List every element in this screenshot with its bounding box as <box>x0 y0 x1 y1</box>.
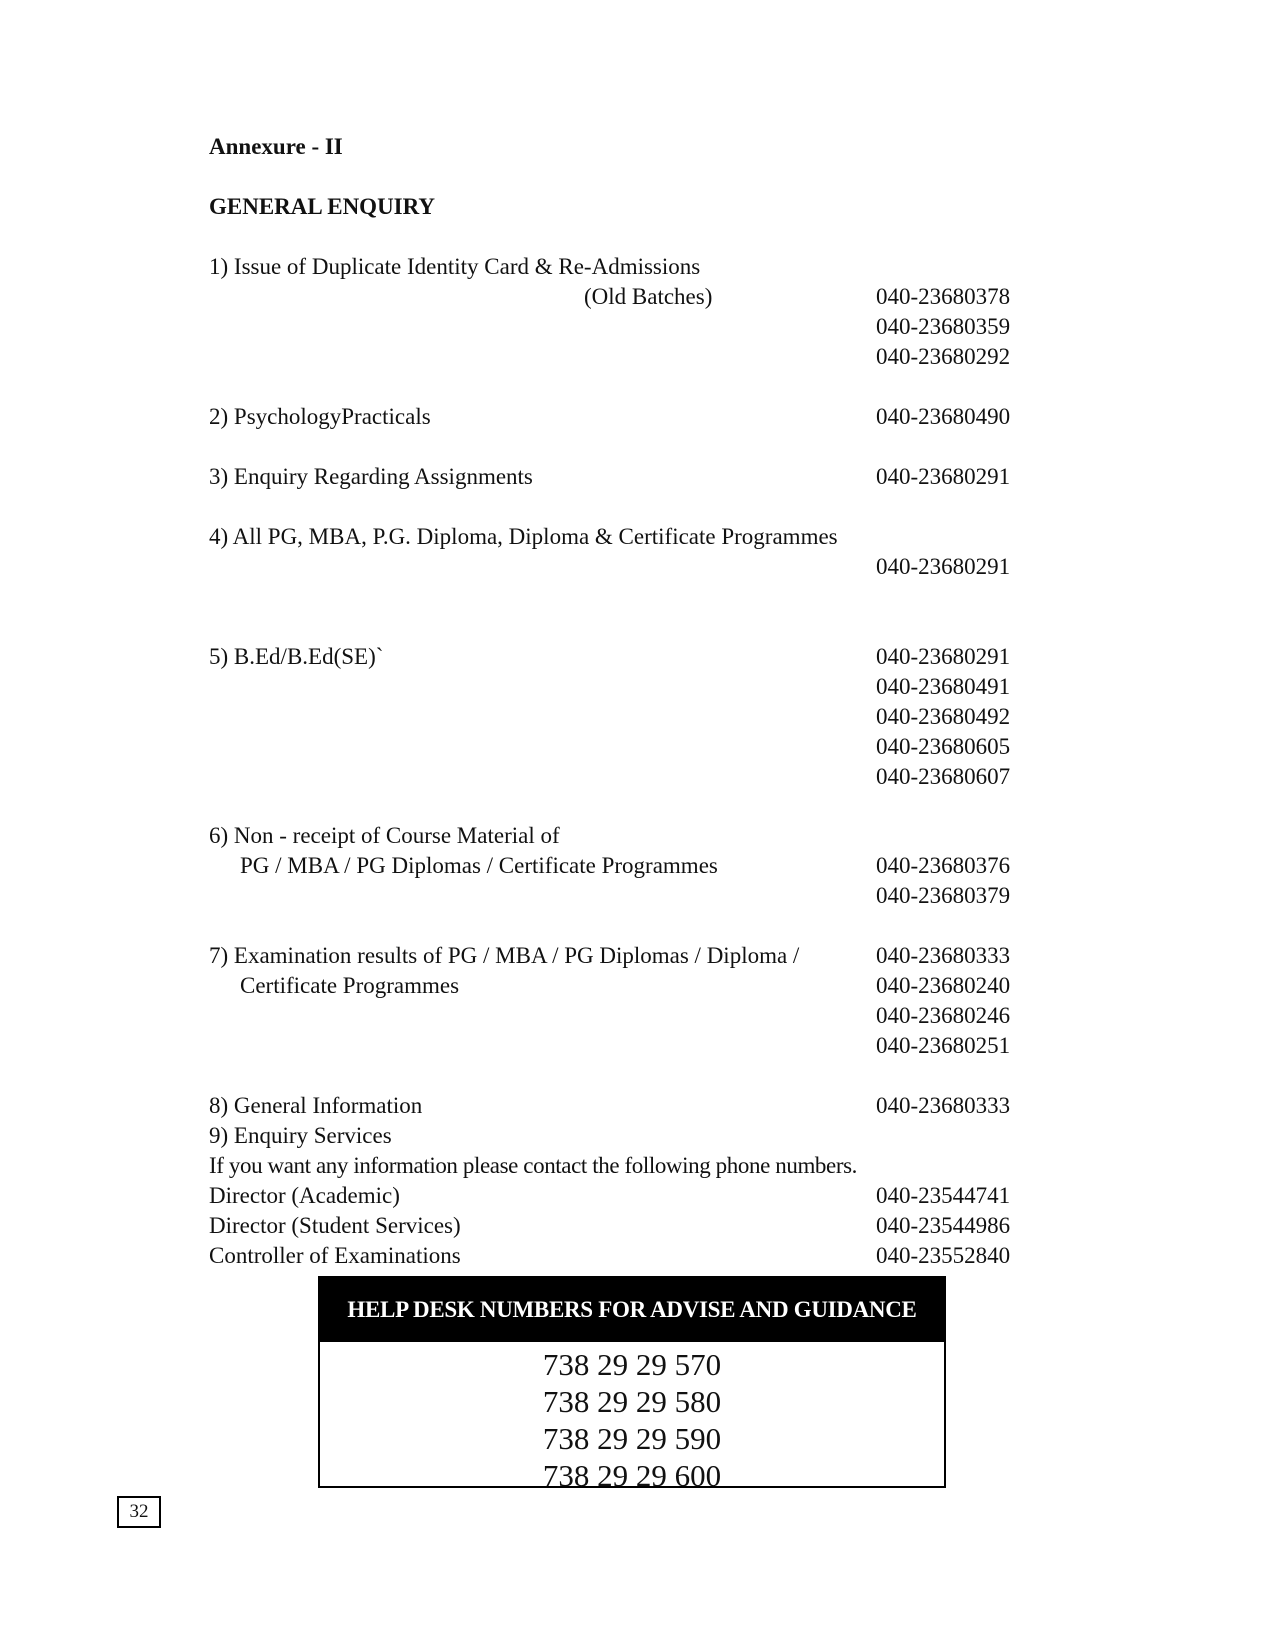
phone-number: 040-23680379 <box>876 883 1011 908</box>
section-title: GENERAL ENQUIRY <box>209 194 436 219</box>
phone-number: 040-23680490 <box>876 404 1011 429</box>
annexure-title: Annexure - II <box>209 134 343 159</box>
phone-number: 040-23544986 <box>876 1213 1011 1238</box>
contact-label: Controller of Examinations <box>209 1243 461 1268</box>
phone-number: 040-23680378 <box>876 284 1011 309</box>
phone-number: 040-23552840 <box>876 1243 1011 1268</box>
phone-number: 040-23544741 <box>876 1183 1011 1208</box>
entry-label: 2) PsychologyPracticals <box>209 404 431 429</box>
entry-label-continued: (Old Batches) <box>584 284 713 309</box>
contact-label: Director (Student Services) <box>209 1213 461 1238</box>
helpdesk-box <box>318 1276 946 1493</box>
phone-number: 040-23680291 <box>876 554 1011 579</box>
phone-number: 040-23680240 <box>876 973 1011 998</box>
helpdesk-title: HELP DESK NUMBERS FOR ADVISE AND GUIDANCE <box>320 1278 944 1342</box>
helpdesk-number: 738 29 29 570 <box>542 1347 722 1382</box>
phone-number: 040-23680491 <box>876 674 1011 699</box>
helpdesk-number: 738 29 29 580 <box>542 1384 722 1419</box>
phone-number: 040-23680607 <box>876 764 1011 789</box>
helpdesk-number: 738 29 29 600 <box>542 1458 722 1493</box>
phone-number: 040-23680251 <box>876 1033 1011 1058</box>
enquiry-services-intro: If you want any information please contact the following phone numbers. <box>209 1153 858 1178</box>
phone-number: 040-23680376 <box>876 853 1011 878</box>
phone-number: 040-23680246 <box>876 1003 1011 1028</box>
entry-label: 7) Examination results of PG / MBA / PG Diplomas / Diploma / <box>209 943 800 968</box>
entry-label: 1) Issue of Duplicate Identity Card & Re-Admissions <box>209 254 701 279</box>
phone-number: 040-23680291 <box>876 644 1011 669</box>
phone-number: 040-23680291 <box>876 464 1011 489</box>
phone-number: 040-23680292 <box>876 344 1011 369</box>
page-number: 32 <box>117 1496 161 1528</box>
entry-label: 4) All PG, MBA, P.G. Diploma, Diploma & Certificate Programmes <box>209 524 838 549</box>
phone-number: 040-23680333 <box>876 943 1011 968</box>
entry-label: 3) Enquiry Regarding Assignments <box>209 464 533 489</box>
phone-number: 040-23680492 <box>876 704 1011 729</box>
entry-label-continued: Certificate Programmes <box>240 973 460 998</box>
helpdesk-number: 738 29 29 590 <box>542 1421 722 1456</box>
phone-number: 040-23680605 <box>876 734 1011 759</box>
enquiry-services-heading: 9) Enquiry Services <box>209 1123 392 1148</box>
phone-number: 040-23680333 <box>876 1093 1011 1118</box>
helpdesk-number-list <box>320 1342 944 1494</box>
entry-label: 6) Non - receipt of Course Material of <box>209 823 560 848</box>
entry-label-continued: PG / MBA / PG Diplomas / Certificate Programmes <box>240 853 718 878</box>
entry-label: 5) B.Ed/B.Ed(SE)` <box>209 644 384 669</box>
entry-label: 8) General Information <box>209 1093 423 1118</box>
phone-number: 040-23680359 <box>876 314 1011 339</box>
contact-label: Director (Academic) <box>209 1183 400 1208</box>
